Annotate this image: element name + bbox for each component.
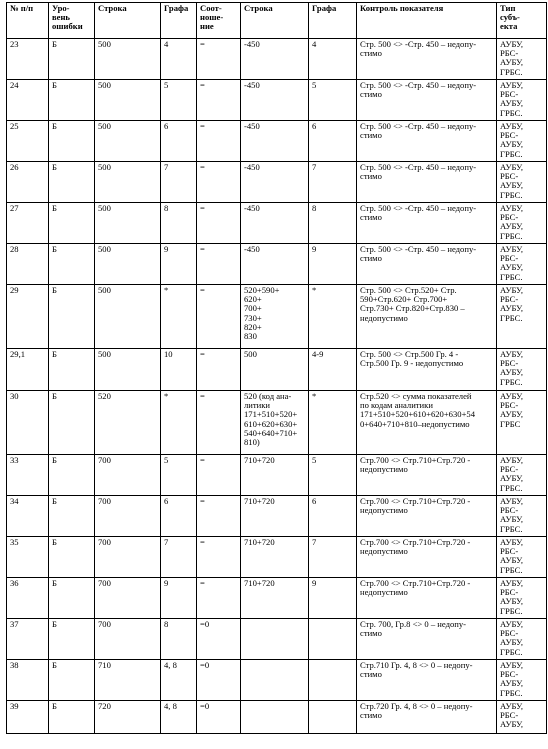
cell-column-right: 6 <box>309 496 357 537</box>
cell-control: Стр.700 <> Стр.710+Стр.720 - недопустимо <box>357 455 497 496</box>
cell-row-right: 710+720 <box>241 455 309 496</box>
table-row <box>7 619 547 660</box>
cell-row-right: -450 <box>241 244 309 285</box>
cell-row-left: 700 <box>95 455 161 496</box>
cell-column-right <box>309 619 357 660</box>
table-row <box>7 701 547 734</box>
cell-column-right: 6 <box>309 121 357 162</box>
cell-row-left: 500 <box>95 39 161 80</box>
cell-row-right: -450 <box>241 203 309 244</box>
cell-row-left: 710 <box>95 660 161 701</box>
cell-column-left: * <box>161 391 197 455</box>
cell-column-right: 9 <box>309 578 357 619</box>
cell-column-left: 6 <box>161 496 197 537</box>
cell-num: 37 <box>7 619 49 660</box>
cell-relation: = <box>197 496 241 537</box>
cell-row-right: 500 <box>241 349 309 391</box>
table-row <box>7 285 547 349</box>
table-row <box>7 162 547 203</box>
cell-control: Стр. 500 <> -Стр. 450 – недопу- стимо <box>357 203 497 244</box>
cell-column-left: * <box>161 285 197 349</box>
cell-error-level: Б <box>49 349 95 391</box>
cell-row-left: 500 <box>95 121 161 162</box>
header-subject-type: Тип субъ- екта <box>497 3 547 39</box>
cell-relation: = <box>197 455 241 496</box>
cell-num: 23 <box>7 39 49 80</box>
cell-subject-type: АУБУ, РБС- АУБУ, ГРБС. <box>497 537 547 578</box>
cell-row-right: 520+590+ 620+ 700+ 730+ 820+ 830 <box>241 285 309 349</box>
cell-column-left: 5 <box>161 80 197 121</box>
header-row-right: Строка <box>241 3 309 39</box>
cell-num: 26 <box>7 162 49 203</box>
cell-column-right <box>309 660 357 701</box>
cell-relation: = <box>197 244 241 285</box>
cell-row-right: -450 <box>241 80 309 121</box>
cell-relation: = <box>197 537 241 578</box>
cell-subject-type: АУБУ, РБС- АУБУ, ГРБС. <box>497 121 547 162</box>
cell-row-left: 500 <box>95 244 161 285</box>
cell-row-left: 500 <box>95 203 161 244</box>
cell-row-left: 500 <box>95 162 161 203</box>
cell-control: Стр.700 <> Стр.710+Стр.720 - недопустимо <box>357 537 497 578</box>
control-ratios-table <box>6 2 547 734</box>
table-row <box>7 660 547 701</box>
cell-control: Стр. 500 <> Стр.520+ Стр. 590+Стр.620+ Стр.700+ Стр.730+ Стр.820+Стр.830 – недопустимо <box>357 285 497 349</box>
cell-error-level: Б <box>49 391 95 455</box>
cell-relation: = <box>197 349 241 391</box>
cell-relation: =0 <box>197 701 241 734</box>
cell-row-right: -450 <box>241 39 309 80</box>
cell-row-right: 710+720 <box>241 496 309 537</box>
cell-column-right: 8 <box>309 203 357 244</box>
cell-relation: = <box>197 162 241 203</box>
cell-column-right: 7 <box>309 537 357 578</box>
cell-subject-type: АУБУ, РБС- АУБУ, <box>497 701 547 734</box>
cell-column-right: 5 <box>309 80 357 121</box>
cell-relation: = <box>197 39 241 80</box>
cell-column-left: 4, 8 <box>161 660 197 701</box>
table-row <box>7 80 547 121</box>
cell-row-right: 520 (код ана- литики 171+510+520+ 610+620+630+ 540+640+710+ 810) <box>241 391 309 455</box>
cell-control: Стр. 500 <> Стр.500 Гр. 4 - Стр.500 Гр. 9 - недопустимо <box>357 349 497 391</box>
cell-column-left: 8 <box>161 203 197 244</box>
cell-row-left: 700 <box>95 619 161 660</box>
cell-row-left: 700 <box>95 578 161 619</box>
cell-column-left: 9 <box>161 244 197 285</box>
cell-error-level: Б <box>49 244 95 285</box>
cell-relation: = <box>197 121 241 162</box>
cell-column-right: 4-9 <box>309 349 357 391</box>
cell-subject-type: АУБУ, РБС- АУБУ, ГРБС. <box>497 660 547 701</box>
cell-row-left: 500 <box>95 285 161 349</box>
cell-row-right: -450 <box>241 162 309 203</box>
cell-num: 24 <box>7 80 49 121</box>
cell-num: 36 <box>7 578 49 619</box>
cell-control: Стр.700 <> Стр.710+Стр.720 - недопустимо <box>357 578 497 619</box>
cell-relation: =0 <box>197 619 241 660</box>
cell-subject-type: АУБУ, РБС- АУБУ, ГРБС. <box>497 203 547 244</box>
cell-relation: = <box>197 203 241 244</box>
cell-error-level: Б <box>49 496 95 537</box>
cell-control: Стр. 500 <> -Стр. 450 – недопу- стимо <box>357 244 497 285</box>
cell-subject-type: АУБУ, РБС- АУБУ, ГРБС. <box>497 244 547 285</box>
cell-error-level: Б <box>49 285 95 349</box>
cell-relation: = <box>197 391 241 455</box>
cell-column-right: 9 <box>309 244 357 285</box>
cell-num: 28 <box>7 244 49 285</box>
cell-error-level: Б <box>49 701 95 734</box>
cell-column-right: * <box>309 391 357 455</box>
table-row <box>7 496 547 537</box>
table-row <box>7 349 547 391</box>
cell-error-level: Б <box>49 80 95 121</box>
cell-column-left: 8 <box>161 619 197 660</box>
cell-num: 29,1 <box>7 349 49 391</box>
cell-control: Стр. 500 <> -Стр. 450 – недопу- стимо <box>357 162 497 203</box>
cell-error-level: Б <box>49 619 95 660</box>
header-error-level: Уро- вень ошибки <box>49 3 95 39</box>
cell-num: 25 <box>7 121 49 162</box>
cell-control: Стр.520 <> сумма показателей по кодам аналитики 171+510+520+610+620+630+54 0+640+710+810–недопустимо <box>357 391 497 455</box>
cell-control: Стр.700 <> Стр.710+Стр.720 - недопустимо <box>357 496 497 537</box>
header-row <box>7 3 547 39</box>
cell-column-left: 5 <box>161 455 197 496</box>
header-column-right: Графа <box>309 3 357 39</box>
cell-row-left: 700 <box>95 537 161 578</box>
cell-row-right: 710+720 <box>241 578 309 619</box>
cell-relation: =0 <box>197 660 241 701</box>
cell-row-left: 720 <box>95 701 161 734</box>
cell-row-right: 710+720 <box>241 537 309 578</box>
cell-column-left: 7 <box>161 162 197 203</box>
cell-column-left: 9 <box>161 578 197 619</box>
cell-subject-type: АУБУ, РБС- АУБУ, ГРБС. <box>497 39 547 80</box>
cell-error-level: Б <box>49 203 95 244</box>
cell-column-right: 7 <box>309 162 357 203</box>
cell-column-left: 7 <box>161 537 197 578</box>
cell-error-level: Б <box>49 162 95 203</box>
cell-control: Стр. 500 <> -Стр. 450 – недопу- стимо <box>357 39 497 80</box>
table-row <box>7 39 547 80</box>
cell-error-level: Б <box>49 39 95 80</box>
cell-column-right: 4 <box>309 39 357 80</box>
cell-relation: = <box>197 285 241 349</box>
cell-row-left: 700 <box>95 496 161 537</box>
cell-row-left: 500 <box>95 80 161 121</box>
cell-column-left: 10 <box>161 349 197 391</box>
cell-row-left: 520 <box>95 391 161 455</box>
cell-error-level: Б <box>49 455 95 496</box>
header-row-left: Строка <box>95 3 161 39</box>
cell-column-left: 4, 8 <box>161 701 197 734</box>
cell-control: Стр.710 Гр. 4, 8 <> 0 – недопу- стимо <box>357 660 497 701</box>
table-row <box>7 391 547 455</box>
cell-subject-type: АУБУ, РБС- АУБУ, ГРБС. <box>497 455 547 496</box>
cell-error-level: Б <box>49 660 95 701</box>
header-control: Контроль показателя <box>357 3 497 39</box>
header-num: № п/п <box>7 3 49 39</box>
cell-row-left: 500 <box>95 349 161 391</box>
cell-error-level: Б <box>49 537 95 578</box>
cell-subject-type: АУБУ, РБС- АУБУ, ГРБС. <box>497 80 547 121</box>
table-row <box>7 121 547 162</box>
cell-row-right <box>241 619 309 660</box>
cell-num: 38 <box>7 660 49 701</box>
cell-num: 33 <box>7 455 49 496</box>
cell-row-right: -450 <box>241 121 309 162</box>
header-column-left: Графа <box>161 3 197 39</box>
header-relation: Соот- ноше- ние <box>197 3 241 39</box>
cell-num: 27 <box>7 203 49 244</box>
cell-column-right: 5 <box>309 455 357 496</box>
cell-control: Стр. 700, Гр.8 <> 0 – недопу- стимо <box>357 619 497 660</box>
cell-subject-type: АУБУ, РБС- АУБУ, ГРБС. <box>497 578 547 619</box>
cell-error-level: Б <box>49 121 95 162</box>
cell-num: 35 <box>7 537 49 578</box>
table-row <box>7 244 547 285</box>
cell-control: Стр.720 Гр. 4, 8 <> 0 – недопу- стимо <box>357 701 497 734</box>
cell-num: 39 <box>7 701 49 734</box>
cell-subject-type: АУБУ, РБС- АУБУ, ГРБС. <box>497 285 547 349</box>
cell-column-left: 6 <box>161 121 197 162</box>
cell-subject-type: АУБУ, РБС- АУБУ, ГРБС. <box>497 619 547 660</box>
cell-error-level: Б <box>49 578 95 619</box>
cell-subject-type: АУБУ, РБС- АУБУ, ГРБС <box>497 391 547 455</box>
table-row <box>7 455 547 496</box>
cell-column-right <box>309 701 357 734</box>
cell-subject-type: АУБУ, РБС- АУБУ, ГРБС. <box>497 496 547 537</box>
cell-num: 30 <box>7 391 49 455</box>
cell-subject-type: АУБУ, РБС- АУБУ, ГРБС. <box>497 349 547 391</box>
cell-num: 29 <box>7 285 49 349</box>
cell-relation: = <box>197 80 241 121</box>
cell-num: 34 <box>7 496 49 537</box>
cell-subject-type: АУБУ, РБС- АУБУ, ГРБС. <box>497 162 547 203</box>
cell-column-left: 4 <box>161 39 197 80</box>
cell-control: Стр. 500 <> -Стр. 450 – недопу- стимо <box>357 121 497 162</box>
cell-relation: = <box>197 578 241 619</box>
table-row <box>7 537 547 578</box>
cell-control: Стр. 500 <> -Стр. 450 – недопу- стимо <box>357 80 497 121</box>
cell-row-right <box>241 660 309 701</box>
table-row <box>7 203 547 244</box>
table-row <box>7 578 547 619</box>
cell-column-right: * <box>309 285 357 349</box>
cell-row-right <box>241 701 309 734</box>
